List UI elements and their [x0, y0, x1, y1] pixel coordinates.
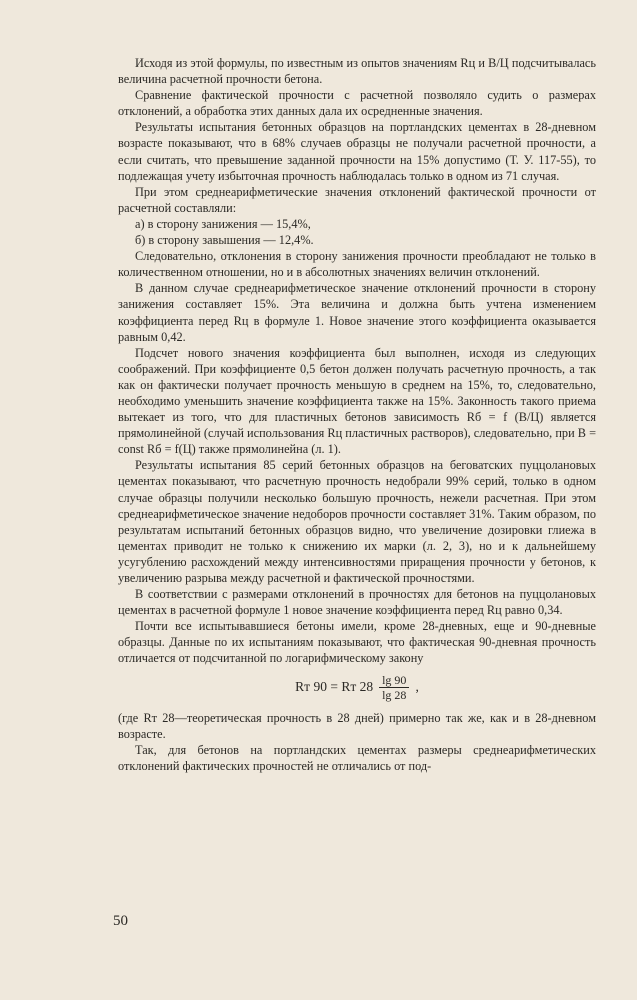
page-number: 50: [113, 913, 128, 929]
paragraph: Почти все испытывавшиеся бетоны имели, кроме 28-дневных, еще и 90-дневные образцы. Данные по их испытаниям показывают, что фактическая 90-дневная прочность отличается от подсчитанной по логарифмическому закону: [118, 619, 596, 666]
formula-numerator: lg 90: [379, 673, 409, 688]
text-body: [118, 55, 596, 774]
paragraph: При этом среднеарифметические значения отклонений фактической прочности от расчетной составляли:: [118, 184, 596, 215]
paragraph: Подсчет нового значения коэффициента был выполнен, исходя из следующих соображений. При коэффициенте 0,5 бетон должен получать расчетную прочность, а так как он фактически получает прочность меньшую в среднем на 15%, то, следовательно, необходимо уменьшить значение коэффициента также на 15%. Законность такого приема вытекает из того, что для пластичных бетонов зависимость Rб = f (В/Ц) является прямолинейной (случай использования Rц пластичных растворов), следовательно, при В = const Rб = f(Ц) также прямолинейна (л. 1).: [118, 345, 596, 457]
formula: [118, 673, 596, 702]
formula-lhs: Rт 90 = Rт 28: [295, 679, 374, 695]
paragraphs-before-formula: [118, 55, 596, 667]
formula-denominator: lg 28: [382, 687, 407, 702]
paragraph: Сравнение фактической прочности с расчетной позволяло судить о размерах отклонений, а обработка этих данных дала их осредненные значения.: [118, 88, 596, 119]
paragraph: В соответствии с размерами отклонений в прочностях для бетонов на пуццолановых цементах в расчетной формуле 1 новое значение коэффициента перед Rц равно 0,34.: [118, 587, 596, 618]
formula-trail: ,: [415, 679, 419, 695]
paragraph: Результаты испытания бетонных образцов на портландских цементах в 28-дневном возрасте показывают, что в 68% случаев образцы не получали расчетной прочности, а если считать, что превышение заданной прочности на 15% допустимо (Т. У. 117-55), то подлежащая учету избыточная прочность наблюдалась только в одном из 71 случая.: [118, 120, 596, 183]
paragraph: Исходя из этой формулы, по известным из опытов значениям Rц и В/Ц подсчитывалась величина расчетной прочности бетона.: [118, 56, 596, 87]
paragraphs-after-formula: [118, 710, 596, 774]
paragraph: Результаты испытания 85 серий бетонных образцов на беговатских пуццолановых цементах показывают, что расчетную прочность недобрали 99% серий, только в одном случае образцы получили несколько большую прочность, нежели расчетная. При этом среднеарифметическое значение недоборов прочности составляет 31%. Таким образом, по результатам испытаний бетонных образцов видно, что увеличение дозировки глиежа в цементах приводит не только к снижению их марки (л. 2, 3), но и к дальнейшему усугублению расхождений между интенсивностями приращения прочности у бетонов, к увеличению разрыва между расчетной и фактической прочностями.: [118, 458, 596, 585]
paragraph: а) в сторону занижения — 15,4%,: [135, 216, 311, 231]
paragraph: (где Rт 28—теоретическая прочность в 28 дней) примерно так же, как и в 28-дневном возрасте.: [118, 710, 596, 741]
paragraph: Так, для бетонов на портландских цементах размеры среднеарифметических отклонений фактических прочностей не отличались от под-: [118, 742, 596, 773]
paragraph: б) в сторону завышения — 12,4%.: [135, 233, 314, 248]
paragraph: В данном случае среднеарифметическое значение отклонений прочности в сторону занижения составляет 15%. Эта величина и должна быть учтена изменением коэффициента перед Rц в формуле 1. Новое значение этого коэффициента оказывается равным 0,42.: [118, 281, 596, 344]
paragraph: Следовательно, отклонения в сторону занижения прочности преобладают не только в количественном отношении, но и в абсолютных значениях величин отклонений.: [118, 249, 596, 280]
formula-fraction: [379, 673, 409, 702]
